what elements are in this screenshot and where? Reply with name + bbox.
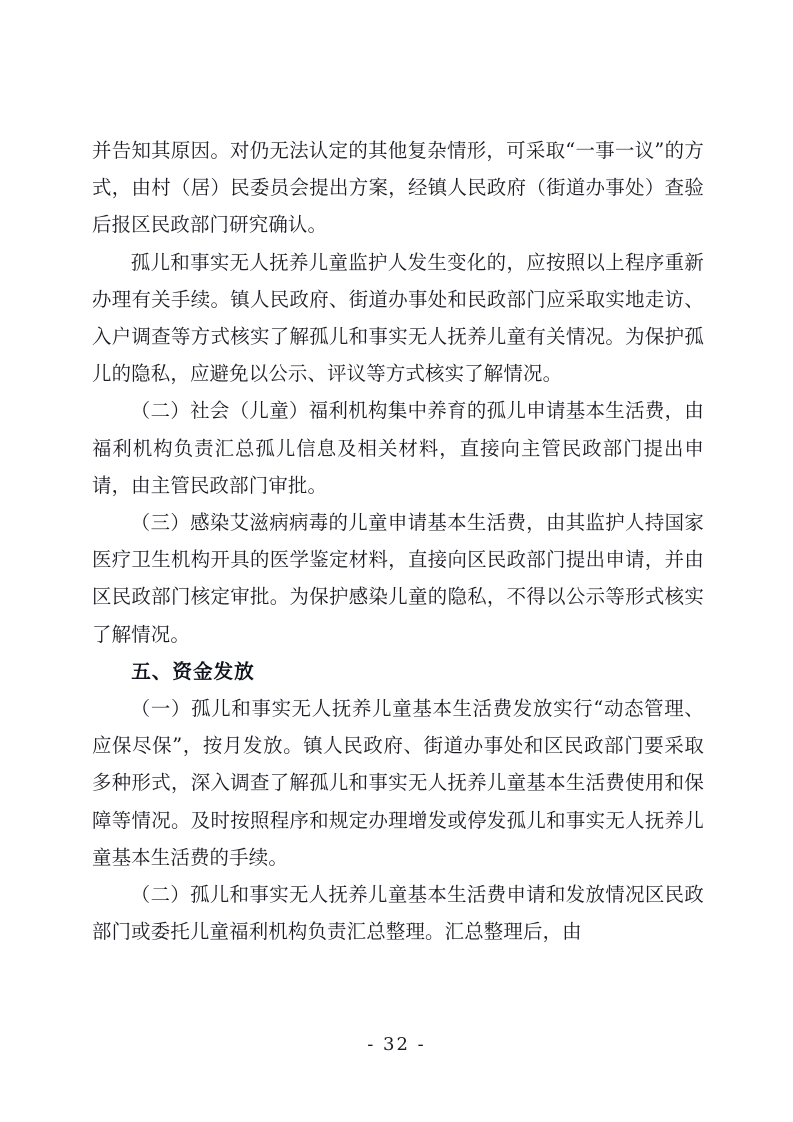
paragraph: 并告知其原因。对仍无法认定的其他复杂情形，可采取“一事一议”的方式，由村（居）民委员会提出方案，经镇人民政府（街道办事处）查验后报区民政部门研究确认。 xyxy=(92,139,704,237)
paragraph: （三）感染艾滋病病毒的儿童申请基本生活费，由其监护人持国家医疗卫生机构开具的医学鉴定材料，直接向区民政部门提出申请，并由区民政部门核定审批。为保护感染儿童的隐私，不得以公示等形式核实了解情况。 xyxy=(92,511,704,646)
section-heading: 五、资金发放 xyxy=(131,659,255,683)
paragraph: 孤儿和事实无人抚养儿童监护人发生变化的，应按照以上程序重新办理有关手续。镇人民政府、街道办事处和民政部门应采取实地走访、入户调查等方式核实了解孤儿和事实无人抚养儿童有关情况。为保护孤儿的隐私，应避免以公示、评议等方式核实了解情况。 xyxy=(92,250,704,386)
paragraph: （二）孤儿和事实无人抚养儿童基本生活费申请和发放情况区民政部门或委托儿童福利机构负责汇总整理。汇总整理后，由 xyxy=(92,883,704,944)
paragraph: （一）孤儿和事实无人抚养儿童基本生活费发放实行“动态管理、应保尽保”，按月发放。镇人民政府、街道办事处和区民政部门要采取多种形式，深入调查了解孤儿和事实无人抚养儿童基本生活费使用和保障等情况。及时按照程序和规定办理增发或停发孤儿和事实无人抚养儿童基本生活费的手续。 xyxy=(92,697,704,869)
page-body xyxy=(92,132,704,950)
page-number: - 32 - xyxy=(367,1034,426,1055)
paragraph: （二）社会（儿童）福利机构集中养育的孤儿申请基本生活费，由福利机构负责汇总孤儿信息及相关材料，直接向主管民政部门提出申请，由主管民政部门审批。 xyxy=(92,399,704,497)
